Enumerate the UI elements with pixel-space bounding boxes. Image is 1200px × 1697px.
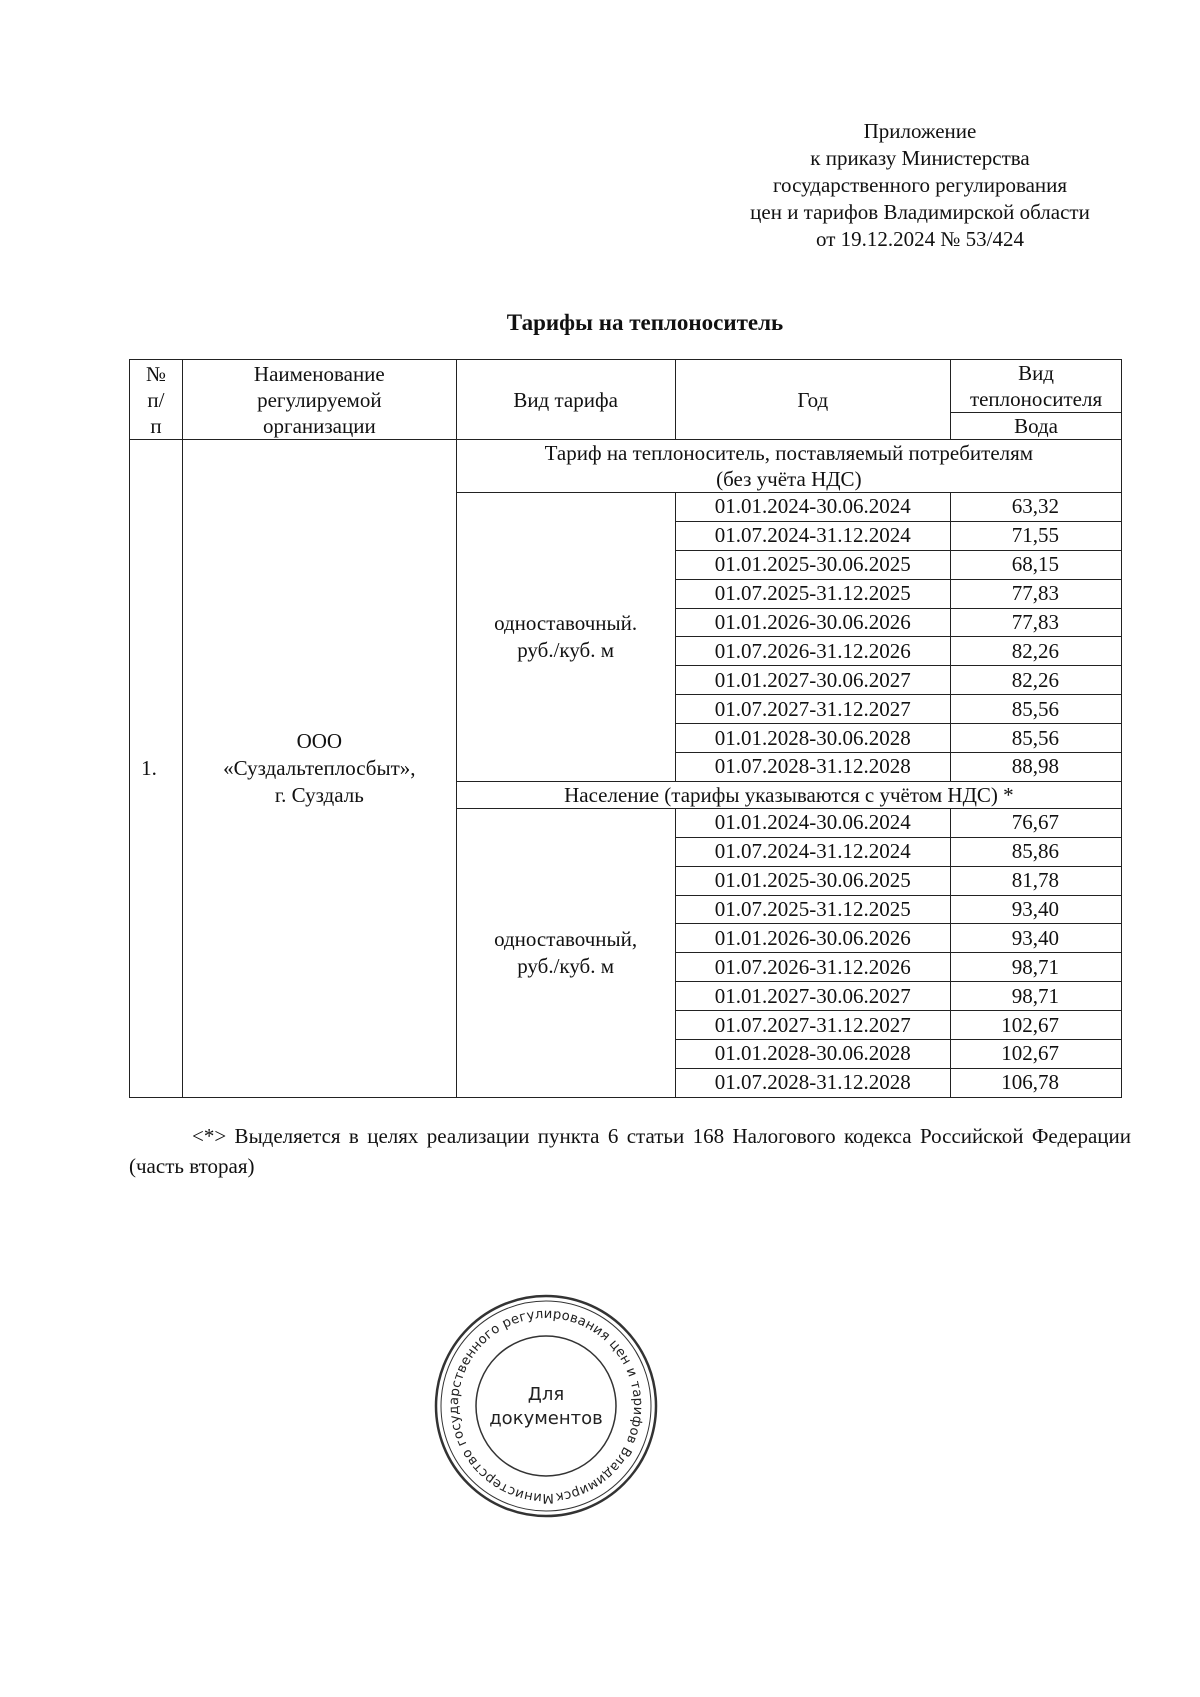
header-carrier: Вид теплоносителя (951, 360, 1122, 413)
organization-line: г. Суздаль (274, 782, 364, 807)
section-title (456, 781, 1121, 808)
stamp-ring-text: Министерство государственного регулирования цен и тарифов Владимирской (446, 1306, 646, 1506)
appendix-line: к приказу Министерства (810, 146, 1030, 170)
value-cell: 82,26 (951, 637, 1122, 666)
row-number: 1. (130, 440, 183, 1098)
organization-line: ООО (296, 728, 343, 753)
footnote: <*> Выделяется в целях реализации пункта 6 статьи 168 Налогового кодекса Российской Федерации (часть вторая) (129, 1124, 1131, 1178)
official-stamp (430, 1290, 662, 1522)
period-cell: 01.01.2024-30.06.2024 (675, 808, 951, 837)
period-cell: 01.01.2028-30.06.2028 (675, 724, 951, 753)
value-cell: 68,15 (951, 550, 1122, 579)
tariff-kind-line: одноставочный, (494, 926, 638, 951)
appendix-line: государственного регулирования (772, 173, 1068, 197)
period-cell: 01.01.2024-30.06.2024 (675, 493, 951, 522)
period-cell: 01.07.2025-31.12.2025 (675, 579, 951, 608)
section-title (456, 440, 1121, 493)
period-cell: 01.07.2026-31.12.2026 (675, 637, 951, 666)
period-cell: 01.07.2026-31.12.2026 (675, 953, 951, 982)
value-cell: 93,40 (951, 895, 1122, 924)
period-cell: 01.01.2027-30.06.2027 (675, 982, 951, 1011)
value-cell: 77,83 (951, 579, 1122, 608)
stamp-center-line2: документов (489, 1408, 603, 1429)
header-number: № п/ п (130, 360, 183, 440)
value-cell: 106,78 (951, 1068, 1122, 1097)
appendix-line: цен и тарифов Владимирской области (750, 200, 1090, 224)
value-cell: 81,78 (951, 866, 1122, 895)
value-cell: 77,83 (951, 608, 1122, 637)
value-cell: 93,40 (951, 924, 1122, 953)
header-tariff-kind: Вид тарифа (456, 360, 675, 440)
appendix-line: Приложение (863, 119, 977, 143)
period-cell: 01.01.2026-30.06.2026 (675, 924, 951, 953)
appendix-line: от 19.12.2024 № 53/424 (815, 227, 1025, 251)
value-cell: 85,86 (951, 837, 1122, 866)
period-cell: 01.07.2028-31.12.2028 (675, 1068, 951, 1097)
period-cell: 01.01.2027-30.06.2027 (675, 666, 951, 695)
period-cell: 01.01.2025-30.06.2025 (675, 866, 951, 895)
value-cell: 98,71 (951, 953, 1122, 982)
value-cell: 98,71 (951, 982, 1122, 1011)
tariff-kind (456, 808, 675, 1097)
tariff-kind-line: руб./куб. м (517, 637, 615, 662)
value-cell: 88,98 (951, 753, 1122, 782)
document-title: Тарифы на теплоноситель (506, 310, 784, 335)
tariff-kind (456, 493, 675, 782)
tariff-table (129, 359, 1122, 1098)
header-water: Вода (951, 413, 1122, 440)
period-cell: 01.07.2027-31.12.2027 (675, 1011, 951, 1040)
period-cell: 01.07.2027-31.12.2027 (675, 695, 951, 724)
value-cell: 71,55 (951, 521, 1122, 550)
value-cell: 82,26 (951, 666, 1122, 695)
stamp-seal (430, 1290, 662, 1522)
period-cell: 01.07.2024-31.12.2024 (675, 837, 951, 866)
organization-line: «Суздальтеплосбыт», (223, 755, 416, 780)
tariff-kind-line: руб./куб. м (517, 953, 615, 978)
period-cell: 01.07.2028-31.12.2028 (675, 753, 951, 782)
value-cell: 76,67 (951, 808, 1122, 837)
section-title-line: Население (тарифы указываются с учётом НДС) * (564, 782, 1014, 807)
value-cell: 85,56 (951, 724, 1122, 753)
period-cell: 01.07.2024-31.12.2024 (675, 521, 951, 550)
period-cell: 01.07.2025-31.12.2025 (675, 895, 951, 924)
section-title-row (130, 440, 1122, 493)
organization-name (182, 440, 456, 1098)
header-year: Год (675, 360, 951, 440)
period-cell: 01.01.2026-30.06.2026 (675, 608, 951, 637)
appendix-header (700, 118, 1140, 253)
value-cell: 102,67 (951, 1040, 1122, 1069)
value-cell: 85,56 (951, 695, 1122, 724)
value-cell: 63,32 (951, 493, 1122, 522)
section-title-line: (без учёта НДС) (716, 467, 862, 491)
period-cell: 01.01.2025-30.06.2025 (675, 550, 951, 579)
section-title-line: Тариф на теплоноситель, поставляемый потребителям (544, 441, 1034, 465)
stamp-center-line1: Для (527, 1384, 565, 1405)
header-organization: Наименование регулируемой организации (182, 360, 456, 440)
value-cell: 102,67 (951, 1011, 1122, 1040)
tariff-kind-line: одноставочный. (494, 610, 638, 635)
period-cell: 01.01.2028-30.06.2028 (675, 1040, 951, 1069)
